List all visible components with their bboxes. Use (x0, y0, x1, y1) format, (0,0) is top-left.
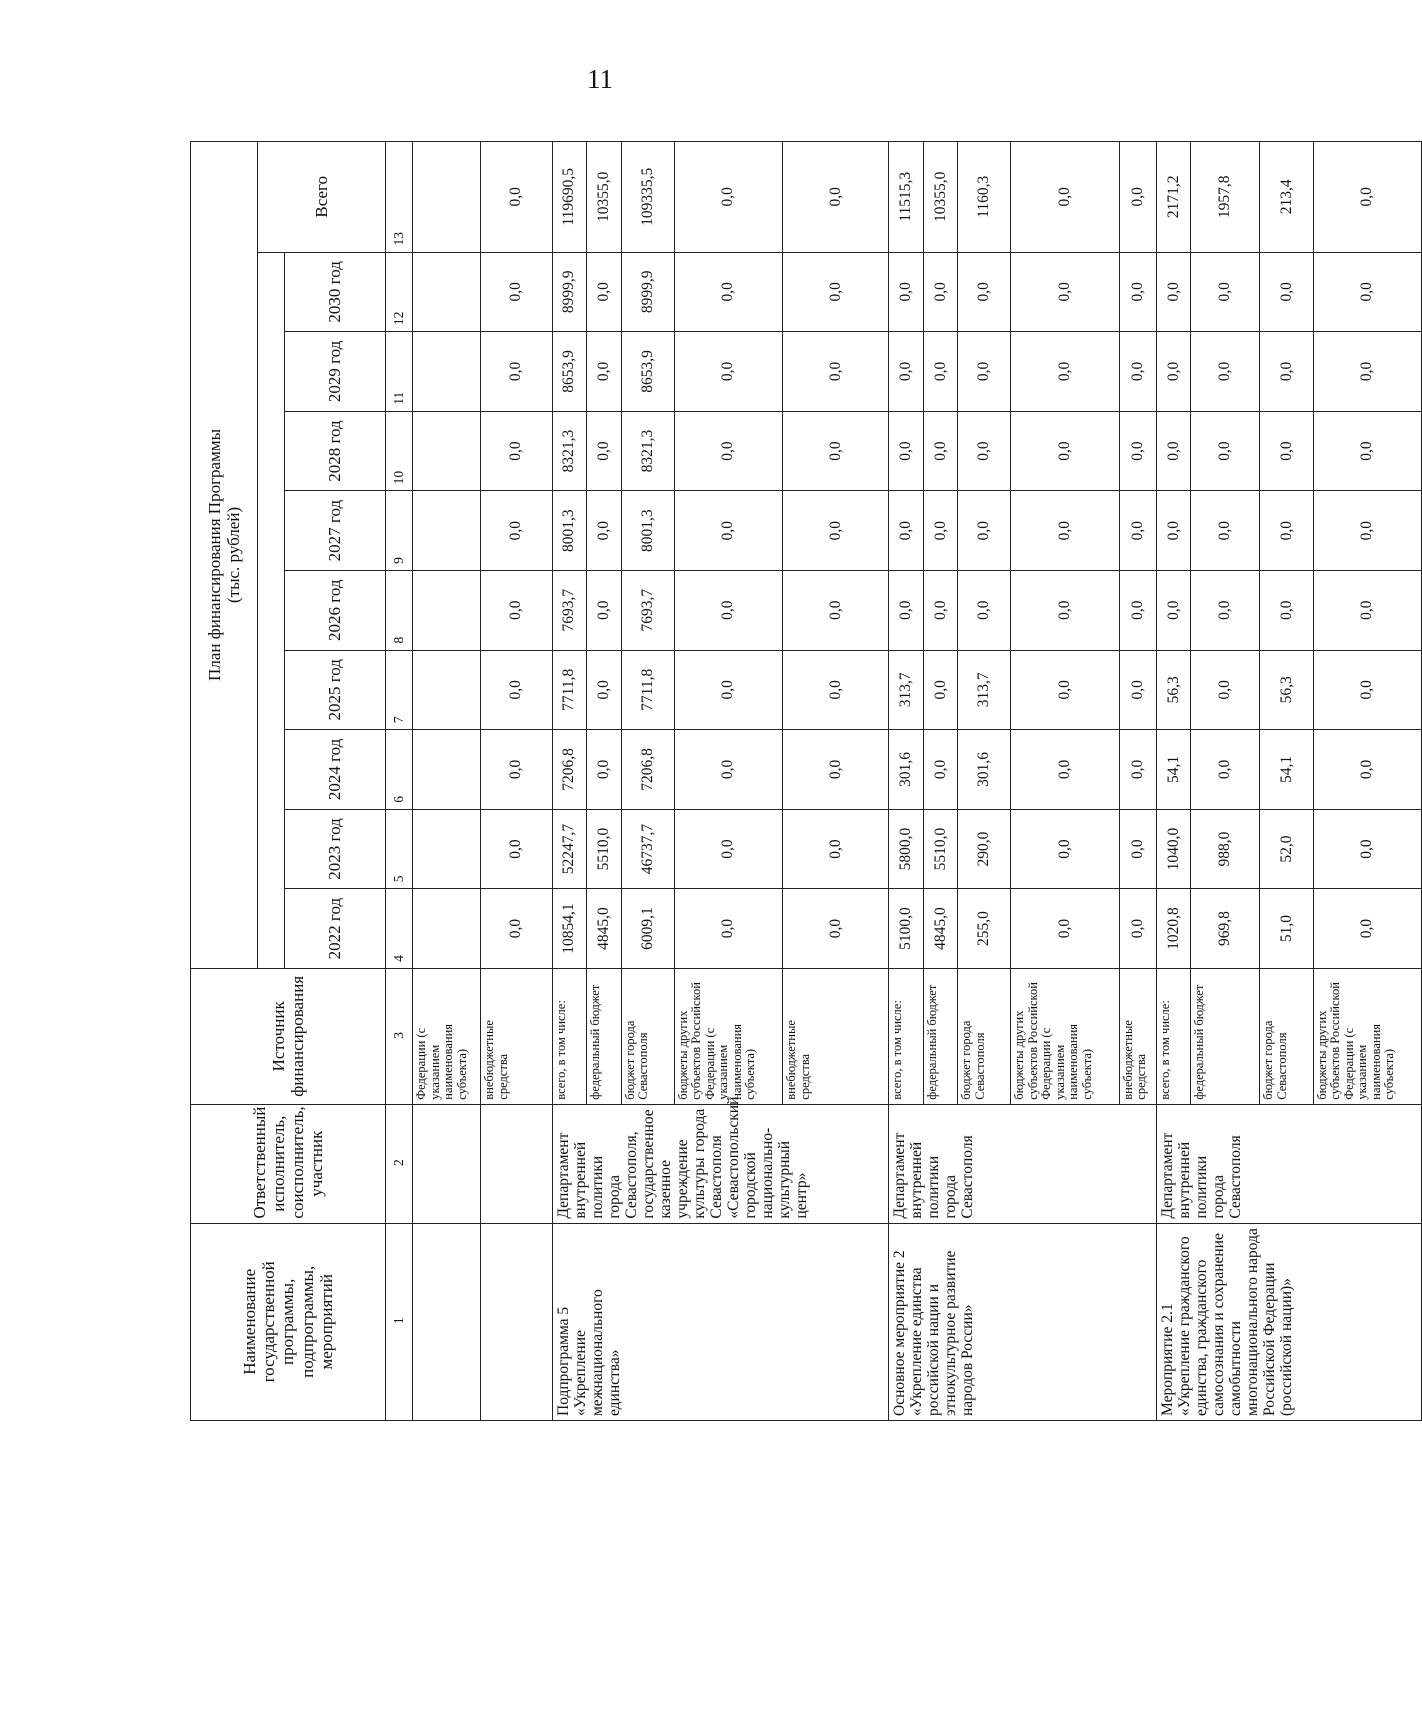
value-cell (413, 730, 481, 810)
value-cell: 0,0 (674, 570, 782, 650)
column-number: 1 (386, 1223, 413, 1420)
value-cell: 8321,3 (621, 411, 674, 491)
responsible-cell (481, 1104, 552, 1223)
value-cell: 988,0 (1191, 809, 1260, 889)
value-cell: 301,6 (958, 730, 1011, 810)
value-cell: 0,0 (1191, 650, 1260, 730)
header-year: 2022 год (285, 889, 386, 969)
source-cell: всего, в том числе: (552, 968, 587, 1104)
value-cell: 0,0 (674, 650, 782, 730)
value-cell: 7693,7 (621, 570, 674, 650)
header-years-group (258, 252, 285, 968)
value-cell: 0,0 (1119, 252, 1156, 332)
column-number: 4 (386, 889, 413, 969)
value-cell: 0,0 (958, 491, 1011, 571)
value-cell: 0,0 (481, 809, 552, 889)
value-cell: 0,0 (1156, 411, 1191, 491)
value-cell: 54,1 (1156, 730, 1191, 810)
value-cell: 0,0 (587, 411, 622, 491)
value-cell: 4845,0 (587, 889, 622, 969)
value-cell: 0,0 (1313, 252, 1421, 332)
value-cell: 7693,7 (552, 570, 587, 650)
value-cell: 5510,0 (587, 809, 622, 889)
header-year: 2030 год (285, 252, 386, 332)
column-number: 9 (386, 491, 413, 571)
header-year: 2023 год (285, 809, 386, 889)
name-cell: Подпрограмма 5 «Укрепление межнационального единства» (552, 1223, 889, 1420)
value-cell: 0,0 (1011, 889, 1119, 969)
value-cell: 52,0 (1260, 809, 1313, 889)
value-cell: 0,0 (481, 491, 552, 571)
total-cell: 10355,0 (587, 142, 622, 253)
rotated-table-container (190, 141, 1422, 1421)
column-number: 13 (386, 142, 413, 253)
total-cell: 11515,3 (889, 142, 924, 253)
value-cell: 0,0 (783, 491, 889, 571)
value-cell: 0,0 (481, 252, 552, 332)
column-number: 6 (386, 730, 413, 810)
value-cell: 0,0 (1156, 570, 1191, 650)
value-cell: 0,0 (587, 650, 622, 730)
header-year: 2028 год (285, 411, 386, 491)
name-cell: Основное мероприятие 2 «Укрепление единства российской нации и этнокультурное развитие народов России» (889, 1223, 1157, 1420)
value-cell: 0,0 (1011, 570, 1119, 650)
value-cell: 0,0 (587, 332, 622, 412)
value-cell: 7711,8 (552, 650, 587, 730)
name-cell (481, 1223, 552, 1420)
value-cell: 52247,7 (552, 809, 587, 889)
source-cell: федеральный бюджет (923, 968, 958, 1104)
name-cell (413, 1223, 481, 1420)
value-cell: 0,0 (889, 491, 924, 571)
value-cell: 0,0 (1119, 411, 1156, 491)
value-cell: 0,0 (1191, 491, 1260, 571)
value-cell: 0,0 (1313, 332, 1421, 412)
value-cell: 0,0 (889, 332, 924, 412)
responsible-cell: Департамент внутренней политики города Севастополя (889, 1104, 1157, 1223)
value-cell: 0,0 (481, 889, 552, 969)
total-cell: 1160,3 (958, 142, 1011, 253)
value-cell: 54,1 (1260, 730, 1313, 810)
source-cell: бюджет города Севастополя (621, 968, 674, 1104)
value-cell: 0,0 (1313, 650, 1421, 730)
total-cell: 0,0 (1119, 142, 1156, 253)
value-cell: 0,0 (1313, 809, 1421, 889)
value-cell: 0,0 (1313, 411, 1421, 491)
value-cell: 51,0 (1260, 889, 1313, 969)
value-cell: 0,0 (587, 491, 622, 571)
responsible-cell: Департамент внутренней политики города Севастополя, государственное казенное учреждение культуры города Севастополя «Севастопольский городской национально-культурный центр» (552, 1104, 889, 1223)
value-cell: 8999,9 (621, 252, 674, 332)
value-cell: 0,0 (1156, 332, 1191, 412)
page-number: 11 (587, 64, 613, 94)
table-row (1156, 142, 1191, 1421)
value-cell: 0,0 (889, 252, 924, 332)
value-cell: 0,0 (1011, 650, 1119, 730)
value-cell: 0,0 (1313, 889, 1421, 969)
value-cell: 0,0 (1119, 809, 1156, 889)
value-cell: 0,0 (783, 252, 889, 332)
total-cell: 213,4 (1260, 142, 1313, 253)
value-cell: 1020,8 (1156, 889, 1191, 969)
column-number: 7 (386, 650, 413, 730)
header-plan (191, 142, 258, 969)
value-cell: 0,0 (1191, 730, 1260, 810)
column-number: 2 (386, 1104, 413, 1223)
value-cell: 0,0 (1156, 252, 1191, 332)
header-plan-title: План финансирования Программы (204, 428, 224, 681)
value-cell: 0,0 (481, 332, 552, 412)
value-cell: 0,0 (783, 332, 889, 412)
value-cell: 0,0 (1011, 491, 1119, 571)
header-source: Источник финансирования (191, 968, 386, 1104)
header-name: Наименование государственной программы, подпрограммы, мероприятий (191, 1223, 386, 1420)
value-cell: 0,0 (1191, 570, 1260, 650)
value-cell: 0,0 (923, 491, 958, 571)
value-cell (413, 252, 481, 332)
value-cell: 1040,0 (1156, 809, 1191, 889)
value-cell: 0,0 (587, 570, 622, 650)
value-cell: 0,0 (1313, 730, 1421, 810)
value-cell: 7206,8 (552, 730, 587, 810)
value-cell: 0,0 (481, 570, 552, 650)
table-row (552, 142, 587, 1421)
value-cell: 0,0 (674, 411, 782, 491)
value-cell: 0,0 (958, 332, 1011, 412)
header-year: 2025 год (285, 650, 386, 730)
value-cell: 290,0 (958, 809, 1011, 889)
value-cell: 8999,9 (552, 252, 587, 332)
value-cell: 0,0 (889, 411, 924, 491)
value-cell (413, 332, 481, 412)
value-cell: 4845,0 (923, 889, 958, 969)
value-cell (413, 491, 481, 571)
total-cell: 0,0 (481, 142, 552, 253)
value-cell: 0,0 (674, 332, 782, 412)
value-cell: 0,0 (1119, 491, 1156, 571)
column-number: 5 (386, 809, 413, 889)
value-cell: 0,0 (958, 570, 1011, 650)
source-cell: внебюджетные средства (783, 968, 889, 1104)
value-cell: 0,0 (1260, 570, 1313, 650)
source-cell: внебюджетные средства (1119, 968, 1156, 1104)
total-cell: 10355,0 (923, 142, 958, 253)
value-cell: 8001,3 (552, 491, 587, 571)
source-cell: внебюджетные средства (481, 968, 552, 1104)
responsible-cell (413, 1104, 481, 1223)
header-year: 2027 год (285, 491, 386, 571)
source-cell: бюджеты других субъектов Российской Федерации (с указанием наименования субъекта) (1313, 968, 1421, 1104)
value-cell: 0,0 (889, 570, 924, 650)
total-cell: 0,0 (1011, 142, 1119, 253)
value-cell: 5100,0 (889, 889, 924, 969)
table-row (413, 142, 481, 1421)
value-cell: 0,0 (958, 411, 1011, 491)
header-year: 2026 год (285, 570, 386, 650)
value-cell: 0,0 (1011, 809, 1119, 889)
value-cell: 0,0 (1191, 411, 1260, 491)
value-cell: 0,0 (1011, 411, 1119, 491)
value-cell: 0,0 (1313, 570, 1421, 650)
value-cell: 0,0 (783, 411, 889, 491)
column-number: 10 (386, 411, 413, 491)
value-cell: 0,0 (923, 332, 958, 412)
total-cell: 1957,8 (1191, 142, 1260, 253)
value-cell: 0,0 (1011, 730, 1119, 810)
value-cell: 0,0 (587, 252, 622, 332)
value-cell: 0,0 (783, 730, 889, 810)
value-cell: 0,0 (1191, 332, 1260, 412)
value-cell: 0,0 (1260, 491, 1313, 571)
value-cell: 56,3 (1260, 650, 1313, 730)
header-year: 2024 год (285, 730, 386, 810)
value-cell: 0,0 (1156, 491, 1191, 571)
value-cell (413, 889, 481, 969)
source-cell: всего, в том числе: (889, 968, 924, 1104)
value-cell: 0,0 (1011, 252, 1119, 332)
value-cell: 0,0 (481, 730, 552, 810)
value-cell: 0,0 (481, 650, 552, 730)
column-number: 12 (386, 252, 413, 332)
value-cell: 969,8 (1191, 889, 1260, 969)
value-cell: 10854,1 (552, 889, 587, 969)
value-cell: 0,0 (1313, 491, 1421, 571)
source-cell: бюджет города Севастополя (958, 968, 1011, 1104)
table-row (889, 142, 924, 1421)
value-cell: 56,3 (1156, 650, 1191, 730)
value-cell: 0,0 (674, 730, 782, 810)
value-cell: 0,0 (674, 252, 782, 332)
value-cell: 0,0 (1260, 252, 1313, 332)
total-cell (413, 142, 481, 253)
value-cell: 0,0 (1119, 889, 1156, 969)
value-cell: 8653,9 (552, 332, 587, 412)
value-cell: 8653,9 (621, 332, 674, 412)
value-cell: 0,0 (1119, 570, 1156, 650)
value-cell: 0,0 (674, 809, 782, 889)
value-cell: 0,0 (958, 252, 1011, 332)
value-cell: 5800,0 (889, 809, 924, 889)
value-cell: 0,0 (923, 650, 958, 730)
source-cell: бюджеты других субъектов Российской Федерации (с указанием наименования субъекта) (674, 968, 782, 1104)
total-cell: 109335,5 (621, 142, 674, 253)
header-year: 2029 год (285, 332, 386, 412)
value-cell: 7206,8 (621, 730, 674, 810)
value-cell (413, 809, 481, 889)
value-cell: 0,0 (1119, 730, 1156, 810)
value-cell: 0,0 (923, 730, 958, 810)
value-cell: 0,0 (674, 889, 782, 969)
total-cell: 0,0 (783, 142, 889, 253)
value-cell: 313,7 (889, 650, 924, 730)
value-cell: 0,0 (783, 889, 889, 969)
value-cell: 8321,3 (552, 411, 587, 491)
value-cell: 0,0 (783, 650, 889, 730)
value-cell: 0,0 (923, 252, 958, 332)
value-cell: 5510,0 (923, 809, 958, 889)
total-cell: 119690,5 (552, 142, 587, 253)
value-cell: 0,0 (1119, 650, 1156, 730)
value-cell: 0,0 (783, 809, 889, 889)
total-cell: 0,0 (674, 142, 782, 253)
financing-table (190, 141, 1422, 1421)
value-cell: 301,6 (889, 730, 924, 810)
header-responsible: Ответственный исполнитель, соисполнитель, участник (191, 1104, 386, 1223)
responsible-cell: Департамент внутренней политики города Севастополя (1156, 1104, 1421, 1223)
value-cell: 313,7 (958, 650, 1011, 730)
value-cell (413, 570, 481, 650)
source-cell: всего, в том числе: (1156, 968, 1191, 1104)
value-cell: 0,0 (1260, 332, 1313, 412)
value-cell: 46737,7 (621, 809, 674, 889)
table-row (481, 142, 552, 1421)
source-cell: федеральный бюджет (1191, 968, 1260, 1104)
value-cell: 255,0 (958, 889, 1011, 969)
column-number: 8 (386, 570, 413, 650)
value-cell: 0,0 (923, 411, 958, 491)
value-cell: 0,0 (923, 570, 958, 650)
source-cell: Федерации (с указанием наименования субъекта) (413, 968, 481, 1104)
value-cell (413, 411, 481, 491)
name-cell: Мероприятие 2.1 «Укрепление гражданского единства, гражданского самосознания и сохранение самобытности многонационального народа Российской Федерации (российской нации)» (1156, 1223, 1421, 1420)
value-cell: 0,0 (783, 570, 889, 650)
value-cell: 0,0 (1191, 252, 1260, 332)
value-cell: 6009,1 (621, 889, 674, 969)
value-cell: 8001,3 (621, 491, 674, 571)
value-cell: 0,0 (1011, 332, 1119, 412)
value-cell (413, 650, 481, 730)
value-cell: 7711,8 (621, 650, 674, 730)
column-number: 3 (386, 968, 413, 1104)
value-cell: 0,0 (1119, 332, 1156, 412)
total-cell: 0,0 (1313, 142, 1421, 253)
value-cell: 0,0 (481, 411, 552, 491)
value-cell: 0,0 (1260, 411, 1313, 491)
value-cell: 0,0 (587, 730, 622, 810)
column-number: 11 (386, 332, 413, 412)
source-cell: бюджеты других субъектов Российской Федерации (с указанием наименования субъекта) (1011, 968, 1119, 1104)
source-cell: федеральный бюджет (587, 968, 622, 1104)
header-plan-units: (тыс. рублей) (224, 506, 243, 604)
header-total: Всего (258, 142, 386, 253)
source-cell: бюджет города Севастополя (1260, 968, 1313, 1104)
value-cell: 0,0 (674, 491, 782, 571)
total-cell: 2171,2 (1156, 142, 1191, 253)
